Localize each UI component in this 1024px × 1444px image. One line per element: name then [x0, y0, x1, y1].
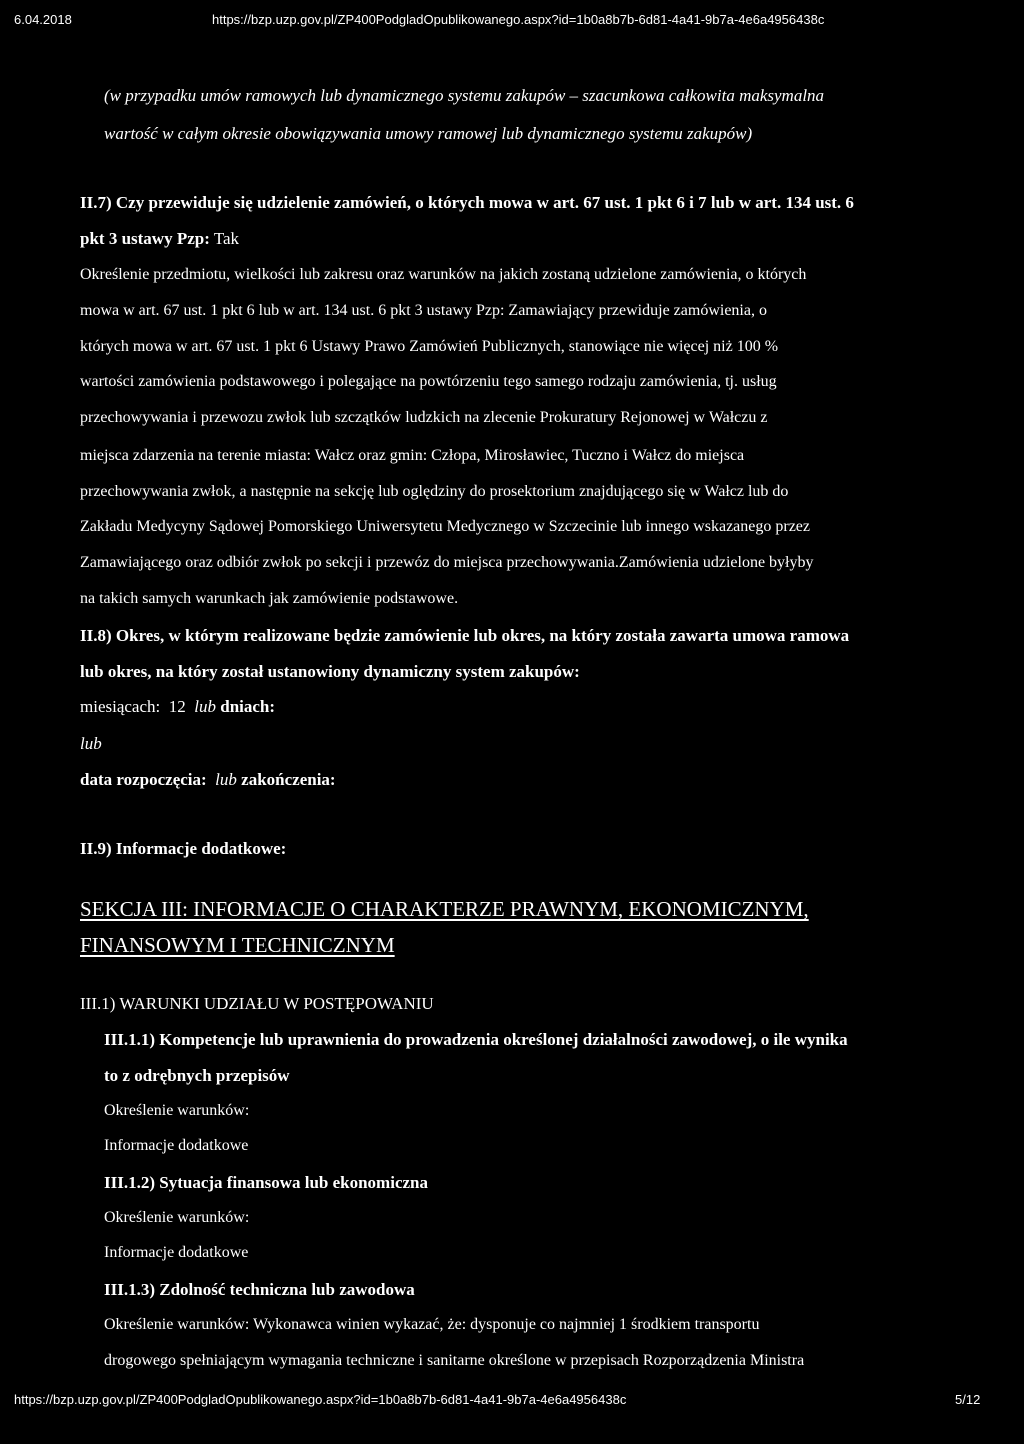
ii7-body-line: Zamawiającego oraz odbiór zwłok po sekcji i przewóz do miejsca przechowywania.Zamówienia udzielone byłyby: [80, 554, 814, 571]
section-3-title-line-1: SEKCJA III: INFORMACJE O CHARAKTERZE PRAWNYM, EKONOMICZNYM,: [80, 897, 809, 921]
footer-url: https://bzp.uzp.gov.pl/ZP400PodgladOpublikowanego.aspx?id=1b0a8b7b-6d81-4a41-9b7a-4e6a4956438c: [14, 1392, 627, 1407]
months-label: miesiącach:: [80, 697, 161, 716]
ii7-body-line: przechowywania zwłok, a następnie na sekcję lub oględziny do prosektorium znajdującego się w Wałcz lub do: [80, 483, 789, 500]
iii13-heading: III.1.3) Zdolność techniczna lub zawodowa: [104, 1280, 415, 1299]
iii11-heading-line-2: to z odrębnych przepisów: [104, 1066, 290, 1085]
ii7-answer: Tak: [209, 229, 240, 248]
intro-italic-line-2: wartość w całym okresie obowiązywania umowy ramowej lub dynamicznego systemu zakupów): [104, 124, 753, 143]
page-number: 5/12: [955, 1392, 981, 1407]
intro-italic-line-1: (w przypadku umów ramowych lub dynamicznego systemu zakupów – szacunkowa całkowita maksymalna: [104, 86, 825, 105]
ii7-body-line: Określenie przedmiotu, wielkości lub zakresu oraz warunków na jakich zostaną udzielone zamówienia, o których: [80, 266, 807, 283]
start-date-label: data rozpoczęcia:: [80, 770, 207, 789]
iii13-line-2: drogowego spełniającym wymagania techniczne i sanitarne określone w przepisach Rozporządzenia Ministra: [104, 1352, 805, 1369]
ii7-body-line: przechowywania i przewozu zwłok lub szczątków ludzkich na zlecenie Prokuratury Rejonowej w Wałczu z: [80, 409, 768, 426]
ii7-heading-line-2: [80, 229, 239, 249]
iii11-heading-line-1: III.1.1) Kompetencje lub uprawnienia do prowadzenia określonej działalności zawodowej, o ile wynika: [104, 1030, 848, 1049]
iii12-info: Informacje dodatkowe: [104, 1244, 249, 1261]
days-label: dniach:: [220, 697, 276, 716]
iii1-heading: III.1) WARUNKI UDZIAŁU W POSTĘPOWANIU: [80, 994, 434, 1013]
months-value: 12: [168, 697, 186, 716]
ii7-heading-line-1: II.7) Czy przewiduje się udzielenie zamówień, o których mowa w art. 67 ust. 1 pkt 6 i 7 lub w art. 134 ust. 6: [80, 193, 854, 212]
ii7-body-line: Zakładu Medycyny Sądowej Pomorskiego Uniwersytetu Medycznego w Szczecinie lub innego wskazanego przez: [80, 518, 810, 535]
ii7-body-line: miejsca zdarzenia na terenie miasta: Wałcz oraz gmin: Człopa, Mirosławiec, Tuczno i Wałcz do miejsca: [80, 447, 745, 464]
ii9-heading: II.9) Informacje dodatkowe:: [80, 839, 287, 858]
end-date-label: zakończenia:: [241, 770, 336, 789]
iii12-conditions: Określenie warunków:: [104, 1209, 250, 1226]
section-3-title-line-2: FINANSOWYM I TECHNICZNYM: [80, 933, 395, 957]
or-label: lub: [80, 734, 102, 753]
header-url: https://bzp.uzp.gov.pl/ZP400PodgladOpublikowanego.aspx?id=1b0a8b7b-6d81-4a41-9b7a-4e6a4956438c: [212, 12, 825, 27]
iii13-line-1: Określenie warunków: Wykonawca winien wykazać, że: dysponuje co najmniej 1 środkiem transportu: [104, 1316, 760, 1333]
iii12-heading: III.1.2) Sytuacja finansowa lub ekonomiczna: [104, 1173, 428, 1192]
ii8-duration-row: [80, 697, 275, 717]
ii7-body-line: na takich samych warunkach jak zamówienie podstawowe.: [80, 590, 459, 607]
or-label: lub: [215, 770, 237, 789]
ii7-body-line: wartości zamówienia podstawowego i polegające na powtórzeniu tego samego rodzaju zamówienia, tj. usług: [80, 373, 777, 390]
iii11-conditions: Określenie warunków:: [104, 1102, 250, 1119]
ii7-body-line: mowa w art. 67 ust. 1 pkt 6 lub w art. 134 ust. 6 pkt 3 ustawy Pzp: Zamawiający przewiduje zamówienia, o: [80, 302, 767, 319]
ii8-dates-row: [80, 770, 336, 790]
or-label: lub: [194, 697, 216, 716]
ii8-heading-line-1: II.8) Okres, w którym realizowane będzie zamówienie lub okres, na który została zawarta umowa ramowa: [80, 626, 850, 645]
ii8-heading-line-2: lub okres, na który został ustanowiony dynamiczny system zakupów:: [80, 662, 580, 681]
ii7-body-line: których mowa w art. 67 ust. 1 pkt 6 Ustawy Prawo Zamówień Publicznych, stanowiące nie więcej niż 100 %: [80, 338, 779, 355]
print-date: 6.04.2018: [14, 12, 72, 27]
ii7-heading-text: pkt 3 ustawy Pzp:: [80, 229, 210, 248]
iii11-info: Informacje dodatkowe: [104, 1137, 249, 1154]
